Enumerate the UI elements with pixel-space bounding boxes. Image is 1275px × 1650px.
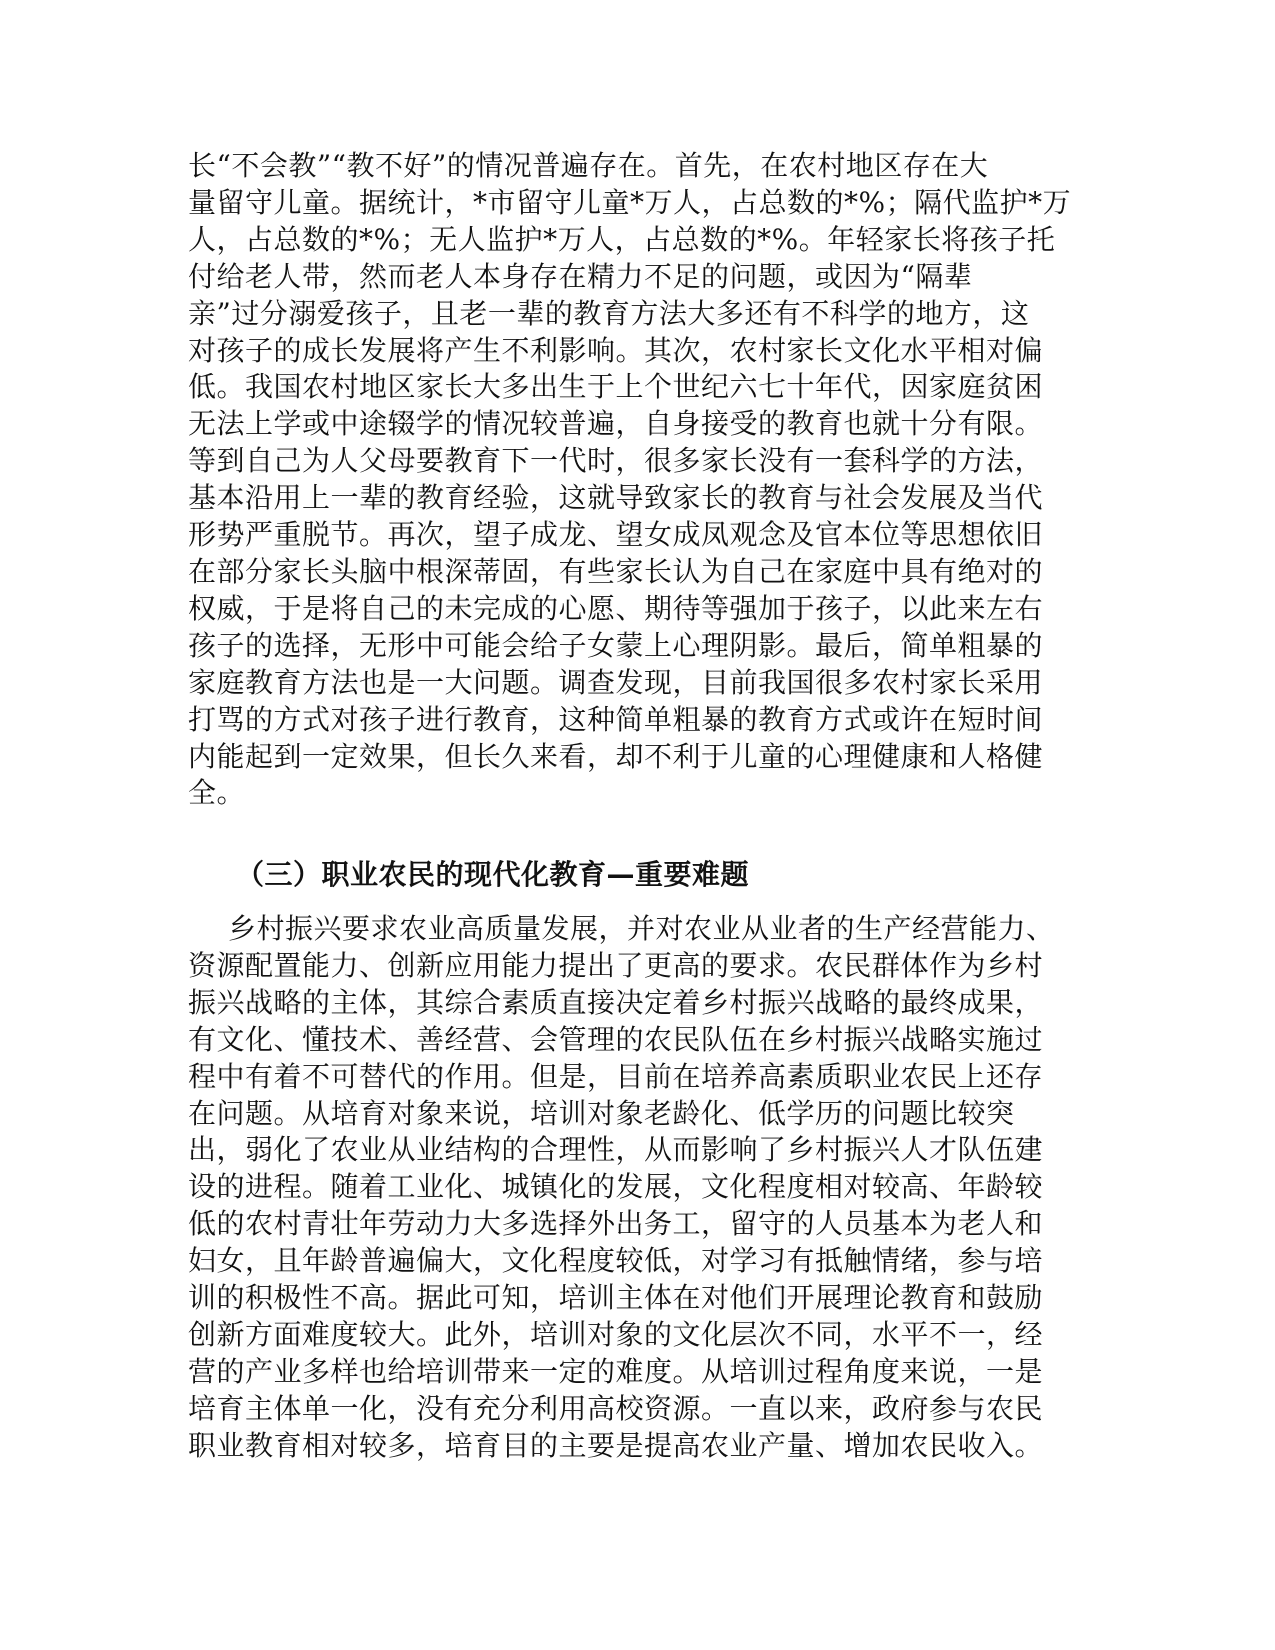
text-line: 振兴战略的主体，其综合素质直接决定着乡村振兴战略的最终成果， (188, 985, 1044, 1019)
text-line: 亲”过分溺爱孩子，且老一辈的教育方法大多还有不科学的地方，这 (188, 296, 1030, 330)
text-line: 量留守儿童。据统计，*市留守儿童*万人，占总数的*%；隔代监护*万 (188, 185, 1072, 219)
body-paragraph-1 (188, 148, 1088, 812)
text-line: 打骂的方式对孩子进行教育，这种简单粗暴的教育方式或许在短时间 (188, 702, 1044, 736)
text-line: 低。我国农村地区家长大多出生于上个世纪六七十年代，因家庭贫困 (188, 370, 1044, 404)
text-line: 职业教育相对较多，培育目的主要是提高农业产量、增加农民收入。 (188, 1428, 1044, 1462)
text-line: 在问题。从培育对象来说，培训对象老龄化、低学历的问题比较突 (188, 1096, 1015, 1130)
text-line: 权威，于是将自己的未完成的心愿、期待等强加于孩子，以此来左右 (188, 591, 1044, 625)
text-line: 无法上学或中途辍学的情况较普遍，自身接受的教育也就十分有限。 (188, 407, 1044, 441)
body-paragraph-2 (188, 911, 1088, 1465)
text-line: 付给老人带，然而老人本身存在精力不足的问题，或因为“隔辈 (188, 259, 973, 293)
text-line: 全。 (188, 776, 246, 810)
text-line: 低的农村青壮年劳动力大多选择外出务工，留守的人员基本为老人和 (188, 1207, 1044, 1241)
text-line: 在部分家长头脑中根深蒂固，有些家长认为自己在家庭中具有绝对的 (188, 554, 1044, 588)
text-line: 训的积极性不高。据此可知，培训主体在对他们开展理论教育和鼓励 (188, 1281, 1044, 1315)
text-line: 妇女，且年龄普遍偏大，文化程度较低，对学习有抵触情绪，参与培 (188, 1244, 1044, 1278)
text-line: 形势严重脱节。再次，望子成龙、望女成凤观念及官本位等思想依旧 (188, 518, 1044, 552)
text-line: 培育主体单一化，没有充分利用高校资源。一直以来，政府参与农民 (188, 1391, 1044, 1425)
text-line: 对孩子的成长发展将产生不利影响。其次，农村家长文化水平相对偏 (188, 333, 1044, 367)
text-line: 等到自己为人父母要教育下一代时，很多家长没有一套科学的方法， (188, 444, 1044, 478)
text-line: 设的进程。随着工业化、城镇化的发展，文化程度相对较高、年龄较 (188, 1170, 1044, 1204)
text-line: 资源配置能力、创新应用能力提出了更高的要求。农民群体作为乡村 (188, 948, 1044, 982)
section-heading: （三）职业农民的现代化教育—重要难题 (236, 858, 750, 891)
text-line: 出，弱化了农业从业结构的合理性，从而影响了乡村振兴人才队伍建 (188, 1133, 1044, 1167)
text-line: 孩子的选择，无形中可能会给子女蒙上心理阴影。最后，简单粗暴的 (188, 628, 1044, 662)
text-line: 乡村振兴要求农业高质量发展，并对农业从业者的生产经营能力、 (228, 912, 1055, 945)
text-line: 内能起到一定效果，但长久来看，却不利于儿童的心理健康和人格健 (188, 739, 1044, 773)
text-line: 家庭教育方法也是一大问题。调查发现，目前我国很多农村家长采用 (188, 665, 1044, 699)
text-line: 人，占总数的*%；无人监护*万人，占总数的*%。年轻家长将孩子托 (188, 222, 1056, 256)
text-line: 营的产业多样也给培训带来一定的难度。从培训过程角度来说，一是 (188, 1354, 1044, 1388)
text-line: 有文化、懂技术、善经营、会管理的农民队伍在乡村振兴战略实施过 (188, 1022, 1044, 1056)
text-line: 程中有着不可替代的作用。但是，目前在培养高素质职业农民上还存 (188, 1059, 1044, 1093)
text-line: 创新方面难度较大。此外，培训对象的文化层次不同，水平不一，经 (188, 1317, 1044, 1351)
text-line: 基本沿用上一辈的教育经验，这就导致家长的教育与社会发展及当代 (188, 481, 1044, 515)
text-line: 长“不会教”“教不好”的情况普遍存在。首先，在农村地区存在大 (188, 149, 989, 182)
